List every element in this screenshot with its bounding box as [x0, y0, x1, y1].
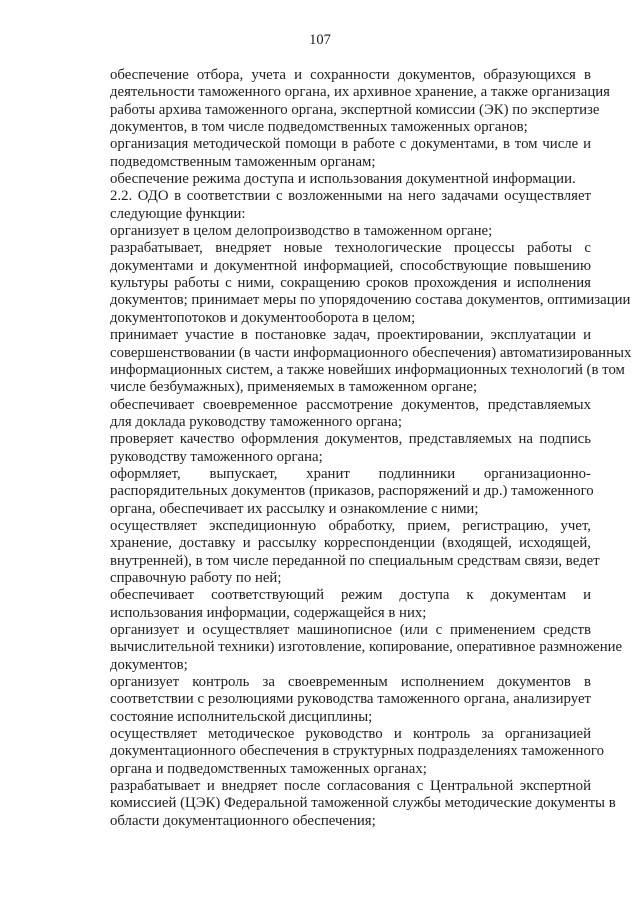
paragraph	[88, 171, 591, 188]
text-line: обеспечивает своевременное рассмотрение документов, представляемых	[110, 396, 591, 413]
paragraph	[88, 397, 591, 432]
text-line: документов, в том числе подведомственных таможенных органов;	[110, 119, 528, 136]
paragraph	[88, 726, 604, 778]
text-line: осуществляет экспедиционную обработку, прием, регистрацию, учет,	[110, 517, 591, 534]
text-line: справочную работу по ней;	[110, 569, 282, 586]
paragraph	[88, 136, 591, 171]
text-line: информационных систем, а также новейших информационных технологий (в том	[110, 361, 625, 378]
text-line: 2.2. ОДО в соответствии с возложенными на него задачами осуществляет	[110, 188, 591, 205]
page-number: 107	[309, 32, 331, 48]
text-line: обеспечивает соответствующий режим доступа к документам и	[110, 587, 591, 604]
text-line: документопотоков и документооборота в целом;	[110, 309, 416, 326]
paragraph	[88, 587, 591, 622]
text-line: состояние исполнительской дисциплины;	[110, 708, 373, 725]
document-body	[88, 67, 632, 830]
text-line: обеспечение отбора, учета и сохранности документов, образующихся в	[110, 67, 591, 83]
paragraph	[88, 622, 623, 674]
text-line: распорядительных документов (приказов, распоряжений и др.) таможенного	[110, 483, 594, 500]
text-line: комиссией (ЦЭК) Федеральной таможенной службы методические документы в	[110, 795, 616, 812]
paragraph	[88, 327, 632, 396]
text-line: для доклада руководству таможенного органа;	[110, 413, 402, 430]
text-line: документами и документной информацией, способствующие повышению	[110, 257, 591, 274]
text-line: организует контроль за своевременным исполнением документов в	[110, 674, 591, 691]
text-line: организация методической помощи в работе с документами, в том числе и	[110, 136, 591, 153]
text-line: совершенствовании (в части информационного обеспечения) автоматизированных	[110, 344, 632, 361]
text-line: области документационного обеспечения;	[110, 812, 376, 829]
text-line: организует и осуществляет машинописное (или с применением средств	[110, 622, 591, 638]
paragraph	[88, 67, 610, 136]
text-line: организует в целом делопроизводство в таможенном органе;	[110, 223, 493, 240]
text-line: обеспечение режима доступа и использования документной информации.	[110, 171, 576, 188]
text-line: принимает участие в постановке задач, проектировании, эксплуатации и	[110, 327, 591, 344]
text-line: руководству таможенного органа;	[110, 448, 323, 465]
text-line: документов;	[110, 656, 188, 673]
text-line: вычислительной техники) изготовление, копирование, оперативное размножение	[110, 639, 623, 656]
text-line: органа, обеспечивает их рассылку и ознакомление с ними;	[110, 500, 479, 517]
paragraph	[88, 517, 600, 587]
text-line: органа и подведомственных таможенных органах;	[110, 760, 427, 777]
text-line: оформляет, выпускает, хранит подлинники организационно-	[110, 465, 591, 482]
text-line: разрабатывает, внедряет новые технологические процессы работы с	[110, 240, 591, 257]
text-line: документов; принимает меры по упорядочению состава документов, оптимизации	[110, 292, 631, 309]
text-line: следующие функции:	[110, 205, 246, 222]
section-paragraph	[88, 188, 591, 223]
text-line: культуры работы с ними, сокращению сроков прохождения и исполнения	[110, 275, 591, 292]
text-line: осуществляет методическое руководство и контроль за организацией	[110, 726, 591, 743]
paragraph	[88, 240, 631, 327]
text-line: числе безбумажных), применяемых в таможенном органе;	[110, 379, 478, 396]
paragraph	[88, 778, 616, 830]
text-line: соответствии с резолюциями руководства таможенного органа, анализирует	[110, 691, 591, 708]
text-line: документационного обеспечения в структурных подразделениях таможенного	[110, 743, 604, 760]
text-line: подведомственным таможенным органам;	[110, 153, 376, 170]
paragraph	[88, 223, 591, 240]
paragraph	[88, 674, 591, 726]
paragraph	[88, 465, 594, 518]
text-line: разрабатывает и внедряет после согласования с Центральной экспертной	[110, 778, 591, 795]
text-line: хранение, доставку и рассылку корреспонденции (входящей, исходящей,	[110, 535, 591, 552]
text-line: деятельности таможенного органа, их архивное хранение, а также организация	[110, 84, 610, 101]
text-line: внутренней), в том числе переданной по специальным средствам связи, ведет	[110, 552, 600, 569]
text-line: проверяет качество оформления документов, представляемых на подпись	[110, 431, 591, 448]
paragraph	[88, 431, 591, 466]
text-line: использования информации, содержащейся в них;	[110, 604, 427, 621]
text-line: работы архива таможенного органа, экспертной комиссии (ЭК) по экспертизе	[110, 101, 600, 118]
